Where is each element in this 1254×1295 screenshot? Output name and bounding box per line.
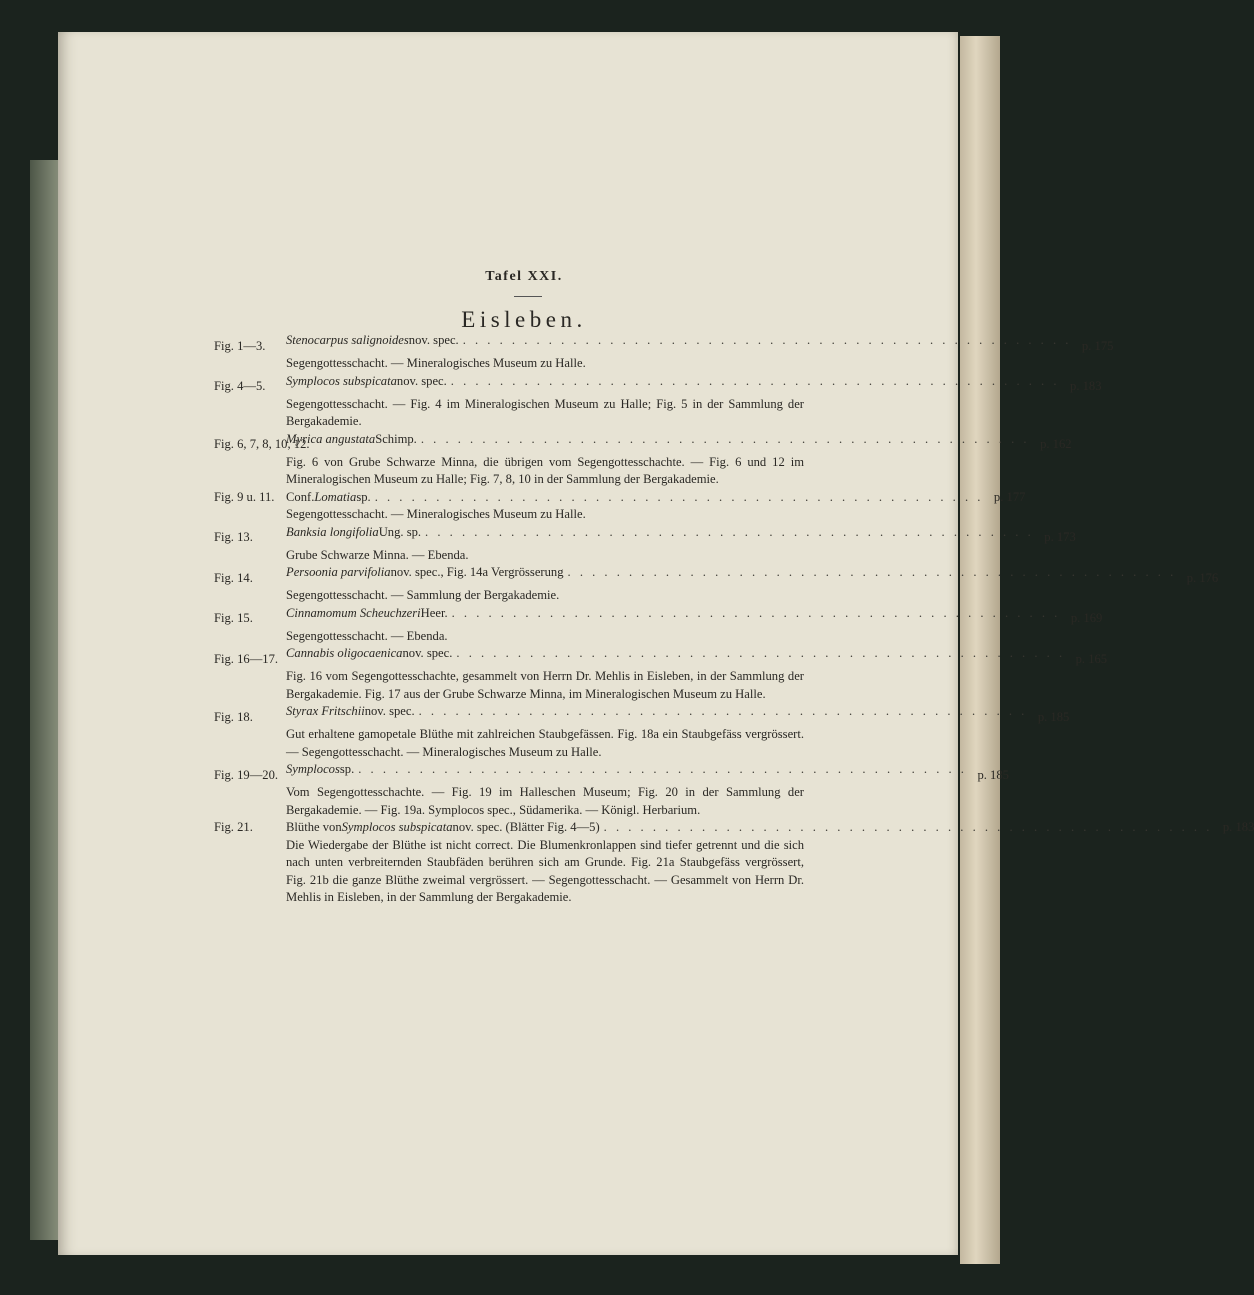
species-name: Stenocarpus salignoides xyxy=(286,333,409,347)
figure-number: Fig. 13. xyxy=(214,530,253,544)
species-rest: nov. spec. xyxy=(402,646,453,660)
species-name: Cinnamomum Scheuchzeri xyxy=(286,605,421,620)
page-reference: p. 176 xyxy=(1186,570,1219,585)
figure-entry xyxy=(214,703,1070,761)
species-line: Stenocarpus salignoides nov. spec. . . . . . . . . . . . . . . . . . . . . . . . . . . . . . . . . . . . . . . . . . . . . . . . . . . xyxy=(286,332,1071,350)
figure-entry xyxy=(214,761,1009,819)
species-rest: Schimp. xyxy=(375,431,417,446)
figure-entry xyxy=(214,645,1108,703)
species-rest: sp. xyxy=(356,489,371,504)
page-reference: p. 175 xyxy=(1081,338,1114,353)
figure-entry xyxy=(214,332,1114,373)
species-rest: nov. spec. xyxy=(396,373,447,388)
plate-title: Tafel XXI. xyxy=(485,269,563,284)
figure-description: Segengottesschacht. — Sammlung der Bergakademie. xyxy=(286,588,560,602)
figure-number: Fig. 16—17. xyxy=(214,651,279,666)
figure-entry xyxy=(214,489,1026,524)
page-reference: p. 177 xyxy=(993,489,1026,504)
title-rule xyxy=(514,296,542,297)
figure-number: Fig. 9 u. 11. xyxy=(214,489,275,504)
species-line: Cinnamomum Scheuchzeri Heer. . . . . . . . . . . . . . . . . . . . . . . . . . . . . . . . . . . . . . . . . . . . . . . . . . . xyxy=(286,605,1060,623)
species-rest: sp. xyxy=(339,762,355,776)
species-name: Symplocos subspicata xyxy=(286,373,397,388)
species-line: Symplocos subspicata nov. spec. . . . . . . . . . . . . . . . . . . . . . . . . . . . . . . . . . . . . . . . . . . . . . . . . . . xyxy=(286,373,1060,391)
figure-number: Fig. 4—5. xyxy=(214,379,266,393)
page-reference: p. 183 xyxy=(1070,379,1102,393)
figure-number: Fig. 21. xyxy=(214,820,253,834)
species-name: Cannabis oligocaenica xyxy=(286,646,403,660)
species-name: Symplocos subspicata xyxy=(341,820,453,834)
figure-description: Segengottesschacht. — Ebenda. xyxy=(286,628,448,643)
species-prefix: Blüthe von xyxy=(286,820,342,834)
page-reference: p. 173 xyxy=(1044,530,1076,544)
page-reference: p. 185 xyxy=(977,767,1009,782)
figure-number: Fig. 18. xyxy=(214,709,253,724)
figure-entry xyxy=(214,819,1254,907)
species-name: Symplocos xyxy=(286,762,340,776)
figure-entry xyxy=(214,431,1072,489)
page-reference: p. 183 xyxy=(1222,820,1254,834)
page-reference: p. 185 xyxy=(1037,709,1070,724)
figure-entry xyxy=(214,564,1219,605)
species-name: Lomatia xyxy=(314,489,357,504)
figure-description: Grube Schwarze Minna. — Ebenda. xyxy=(286,547,469,562)
page-reference: p. 162 xyxy=(1040,437,1072,451)
place-title: Eisleben. xyxy=(461,306,587,332)
species-prefix: Conf. xyxy=(286,489,315,504)
figure-number: Fig. 19—20. xyxy=(214,767,279,782)
figure-entry xyxy=(214,524,1076,565)
species-rest: nov. spec., Fig. 14a Vergrösserung xyxy=(390,565,564,579)
species-rest: nov. spec. xyxy=(408,333,459,347)
figure-description: Die Wiedergabe der Blüthe ist nicht correct. Die Blumenkronlappen sind tiefer getrennt und die sich nach unten verbreiternden Staubfäden berühren sich am Grunde. Fig. 21a Staubgefäss vergrössert, Fig. 21b die ganze Blüthe zweimal vergrössert. — Segengottesschacht. — Gesammelt von Herrn Dr. Mehlis in Eisleben, in der Sammlung der Bergakademie. xyxy=(286,837,804,904)
species-line: Cannabis oligocaenica nov. spec. . . . . . . . . . . . . . . . . . . . . . . . . . . . . . . . . . . . . . . . . . . . . . . . . . . xyxy=(286,645,1065,663)
page-reference: p. 169 xyxy=(1070,611,1103,625)
species-line: Banksia longifolia Ung. sp. . . . . . . . . . . . . . . . . . . . . . . . . . . . . . . . . . . . . . . . . . . . . . . . . . . xyxy=(286,524,1034,542)
species-line: Symplocos sp. . . . . . . . . . . . . . . . . . . . . . . . . . . . . . . . . . . . . . . . . . . . . . . . . . . xyxy=(286,761,967,779)
figure-description: Gut erhaltene gamopetale Blüthe mit zahlreichen Staubgefässen. Fig. 18a ein Staubgefäss vergrössert. — Segengottesschacht. — Mineralogisches Museum zu Halle. xyxy=(286,727,804,759)
figure-description: Segengottesschacht. — Mineralogisches Museum zu Halle. xyxy=(286,507,586,521)
plate-legend xyxy=(214,268,1254,907)
species-name: Persoonia parvifolia xyxy=(286,565,391,579)
species-name: Styrax Fritschii xyxy=(286,704,365,718)
species-rest: Heer. xyxy=(420,605,448,620)
figure-number: Fig. 15. xyxy=(214,611,253,625)
species-line: Myrica angustata Schimp. . . . . . . . . . . . . . . . . . . . . . . . . . . . . . . . . . . . . . . . . . . . . . . . . . . xyxy=(286,431,1030,449)
species-line: Blüthe von Symplocos subspicata nov. spec. (Blätter Fig. 4—5) . . . . . . . . . . . . . . . . . . . . . . . . . . . . . . . . . . . . . . . . . . . . . . . . . . xyxy=(286,819,1212,837)
figure-number: Fig. 1—3. xyxy=(214,338,266,353)
figure-entry xyxy=(214,605,1103,646)
figure-entry xyxy=(214,373,1102,431)
species-line: Styrax Fritschii nov. spec. . . . . . . . . . . . . . . . . . . . . . . . . . . . . . . . . . . . . . . . . . . . . . . . . . . xyxy=(286,703,1027,721)
species-rest: nov. spec. (Blätter Fig. 4—5) xyxy=(452,820,600,834)
species-line: Persoonia parvifolia nov. spec., Fig. 14a Vergrösserung . . . . . . . . . . . . . . . . . . . . . . . . . . . . . . . . . . . . . . . . . . . . . . . . . . xyxy=(286,564,1176,582)
figure-list xyxy=(214,332,1254,907)
figure-description: Fig. 6 von Grube Schwarze Minna, die übrigen vom Segengottesschachte. — Fig. 6 und 12 im Mineralogischen Museum zu Halle; Fig. 7, 8, 10 in der Sammlung der Bergakademie. xyxy=(286,454,804,486)
figure-description: Vom Segengottesschachte. — Fig. 19 im Halleschen Museum; Fig. 20 in der Sammlung der Bergakademie. — Fig. 19a. Symplocos spec., Südamerika. — Königl. Herbarium. xyxy=(286,785,804,817)
figure-description: Fig. 16 vom Segengottesschachte, gesammelt von Herrn Dr. Mehlis in Eisleben, in der Sammlung der Bergakademie. Fig. 17 aus der Grube Schwarze Minna, im Mineralogischen Museum zu Halle. xyxy=(286,669,804,701)
species-name: Banksia longifolia xyxy=(286,524,379,539)
figure-number: Fig. 6, 7, 8, 10, 12. xyxy=(214,437,310,451)
species-name: Myrica angustata xyxy=(286,431,376,446)
species-rest: nov. spec. xyxy=(364,704,415,718)
species-line: Conf. Lomatia sp. . . . . . . . . . . . . . . . . . . . . . . . . . . . . . . . . . . . . . . . . . . . . . . . . . . xyxy=(286,489,983,507)
species-rest: Ung. sp. xyxy=(378,524,422,539)
figure-description: Segengottesschacht. — Mineralogisches Museum zu Halle. xyxy=(286,356,586,370)
figure-description: Segengottesschacht. — Fig. 4 im Mineralogischen Museum zu Halle; Fig. 5 in der Sammlung der Bergakademie. xyxy=(286,396,804,428)
page-reference: p. 165 xyxy=(1075,651,1108,666)
figure-number: Fig. 14. xyxy=(214,570,253,585)
